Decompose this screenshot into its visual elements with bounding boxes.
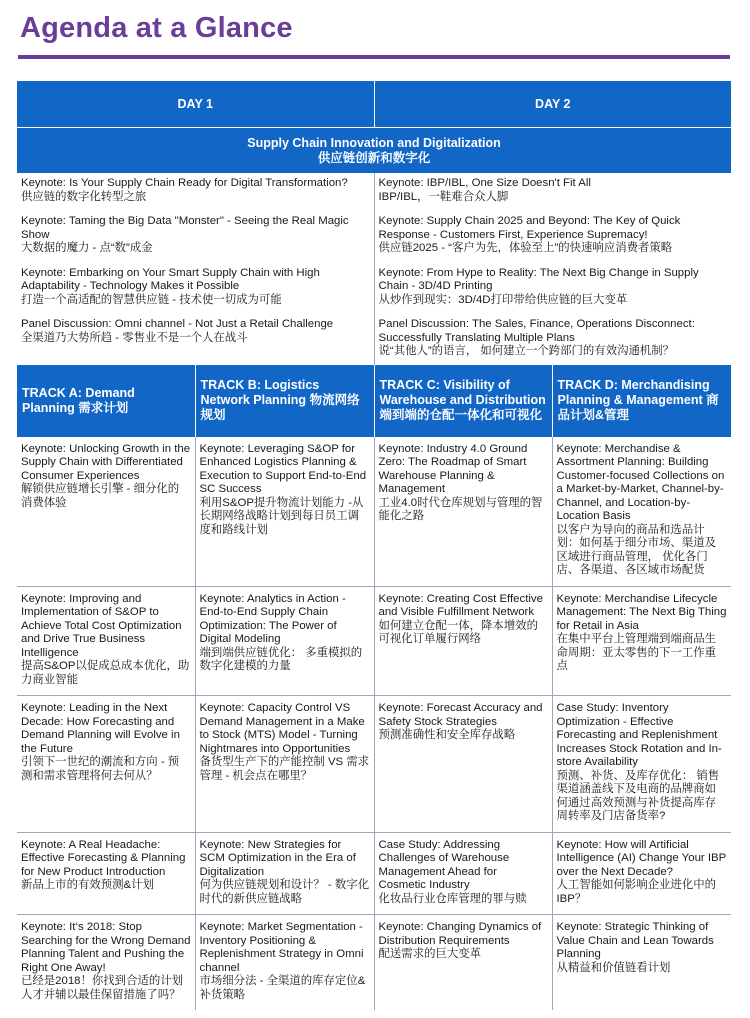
agenda-table xyxy=(17,81,731,1010)
session-cell: Keynote: Improving and Implementation of S&OP to Achieve Total Cost Optimization and Drive True Business Intelligence 提高S&OP以促成总成本优化，助力商业智能 xyxy=(17,586,195,696)
keynote-row xyxy=(17,173,731,365)
list-item: Panel Discussion: Omni channel - Not Just a Retail Challenge 全渠道乃大势所趋 - 零售业不是一个人在战斗 xyxy=(21,318,334,344)
theme-row xyxy=(17,128,731,174)
session-cell: Keynote: Creating Cost Effective and Visible Fulfillment Network 如何建立仓配一体，降本增效的可视化订单履行网络 xyxy=(374,586,552,696)
list-item: Keynote: From Hype to Reality: The Next Big Change in Supply Chain - 3D/4D Printing 从炒作到现实：3D/4D打印带给供应链的巨大变革 xyxy=(378,266,699,306)
session-cell: Keynote: Changing Dynamics of Distribution Requirements 配送需求的巨大变革 xyxy=(374,915,552,1011)
list-item: Panel Discussion: The Sales, Finance, Operations Disconnect: Successfully Translating Multiple Plans 说“其他人”的语言， 如何建立一个跨部门的有效沟通机制？ xyxy=(378,318,695,357)
list-item: Keynote: Taming the Big Data "Monster" - Seeing the Real Magic Show 大数据的魔力 - 点“数”成金 xyxy=(21,215,349,254)
day-2-keynotes xyxy=(374,173,731,365)
session-cell: Keynote: Forecast Accuracy and Safety Stock Strategies 预测准确性和安全库存战略 xyxy=(374,696,552,833)
session-cell: Keynote: New Strategies for SCM Optimization in the Era of Digitalization 何为供应链规划和设计？ - 数字化时代的新供应链战略 xyxy=(195,832,374,915)
session-cell: Case Study: Inventory Optimization - Effective Forecasting and Replenishment Increases Stock Rotation and In-store Availability 预测、补货、及库存优化： 销售渠道涵盖线下及电商的品牌商如何通过高效预测与补货提高库存周转率及门店备货率? xyxy=(552,696,731,833)
session-cell: Case Study: Addressing Challenges of Warehouse Management Ahead for Cosmetic Industry 化妆品行业仓库管理的罪与赎 xyxy=(374,832,552,915)
session-cell: Keynote: Market Segmentation - Inventory Positioning & Replenishment Strategy in Omni channel 市场细分法 - 全渠道的库存定位&补货策略 xyxy=(195,915,374,1011)
theme-title-en: Supply Chain Innovation and Digitalization xyxy=(247,135,501,150)
track-b-header: TRACK B: Logistics Network Planning 物流网络规划 xyxy=(195,365,374,437)
session-cell: Keynote: Capacity Control VS Demand Management in a Make to Stock (MTS) Model - Turning Nightmares into Opportunities 备货型生产下的产能控制 VS 需求管理 - 机会点在哪里？ xyxy=(195,696,374,833)
session-cell: Keynote: It‘s 2018: Stop Searching for the Wrong Demand Planning Talent and Pushing the Right One Away! 已经是2018！你找到合适的计划人才并辅以最佳保留措施了吗？ xyxy=(17,915,195,1011)
session-cell: Keynote: Merchandise Lifecycle Management: The Next Big Thing for Retail in Asia 在集中平台上管理端到端商品生命周期：亚太零售的下一工作重点 xyxy=(552,586,731,696)
list-item: Keynote: Is Your Supply Chain Ready for Digital Transformation? 供应链的数字化转型之旅 xyxy=(21,177,348,203)
table-row xyxy=(17,437,731,587)
day-1-keynotes xyxy=(17,173,374,365)
list-item: Keynote: IBP/IBL, One Size Doesn't Fit All IBP/IBL，一鞋难合众人脚 xyxy=(378,177,591,203)
theme-title-zh: 供应链创新和数字化 xyxy=(317,150,431,165)
session-cell: Keynote: Analytics in Action - End-to-End Supply Chain Optimization: The Power of Digital Modeling 端到端供应链优化： 多重模拟的数字化建模的力量 xyxy=(195,586,374,696)
session-cell: Keynote: Strategic Thinking of Value Chain and Lean Towards Planning 从精益和价值链看计划 xyxy=(556,921,714,974)
day-1-header: DAY 1 xyxy=(17,81,374,128)
session-cell: Keynote: Industry 4.0 Ground Zero: The Roadmap of Smart Warehouse Planning & Management 工业4.0时代仓库规划与管理的智能化之路 xyxy=(374,437,552,587)
track-header-row xyxy=(17,365,731,437)
day-header-row xyxy=(17,81,731,128)
session-cell: Keynote: Leveraging S&OP for Enhanced Logistics Planning & Execution to Support End-to-End SC Success 利用S&OP提升物流计划能力 -从长期网络战略计划到每日员工调度和路线计划 xyxy=(195,437,374,587)
table-row xyxy=(17,696,731,833)
table-row xyxy=(17,915,731,1011)
page-title: Agenda at a Glance xyxy=(20,12,293,44)
track-a-header: TRACK A: Demand Planning 需求计划 xyxy=(17,365,195,437)
list-item: Keynote: Supply Chain 2025 and Beyond: The Key of Quick Response - Customers First, Experience Supremacy! 供应链2025 - “客户为先，体验至上”的快速响应消费者策略 xyxy=(378,215,681,254)
track-d-header: TRACK D: Merchandising Planning & Management 商品计划&管理 xyxy=(552,365,731,437)
session-cell: Keynote: Unlocking Growth in the Supply Chain with Differentiated Consumer Experiences 解锁供应链增长引擎 - 细分化的消费体验 xyxy=(17,437,195,587)
session-cell: Keynote: Merchandise & Assortment Planning: Building Customer-focused Collections on a Market-by-Market, Channel-by-Channel, and Location-by-Location Basis 以客户为导向的商品和选品计划：如何基于细分市场、渠道及区域进行商品管理， 优化各门店、各渠道、各区域市场配货 xyxy=(552,437,731,587)
list-item: Keynote: Embarking on Your Smart Supply Chain with High Adaptability - Technology Makes it Possible 打造一个高适配的智慧供应链 - 技术使一切成为可能 xyxy=(21,266,320,306)
day-2-header: DAY 2 xyxy=(374,81,731,128)
session-cell: Keynote: How will Artificial Intelligence (AI) Change Your IBP over the Next Decade? 人工智能如何影响企业进化中的IBP？ xyxy=(552,832,731,915)
session-cell: Keynote: A Real Headache: Effective Forecasting & Planning for New Product Introduction 新品上市的有效预测&计划 xyxy=(17,832,195,915)
title-divider xyxy=(18,55,730,59)
theme-banner xyxy=(17,128,731,174)
table-row xyxy=(17,832,731,915)
track-c-header: TRACK C: Visibility of Warehouse and Distribution 端到端的仓配一体化和可视化 xyxy=(374,365,552,437)
table-row xyxy=(17,586,731,696)
session-cell: Keynote: Leading in the Next Decade: How Forecasting and Demand Planning will Evolve in the Future 引领下一世纪的潮流和方向 - 预测和需求管理将何去何从？ xyxy=(17,696,195,833)
